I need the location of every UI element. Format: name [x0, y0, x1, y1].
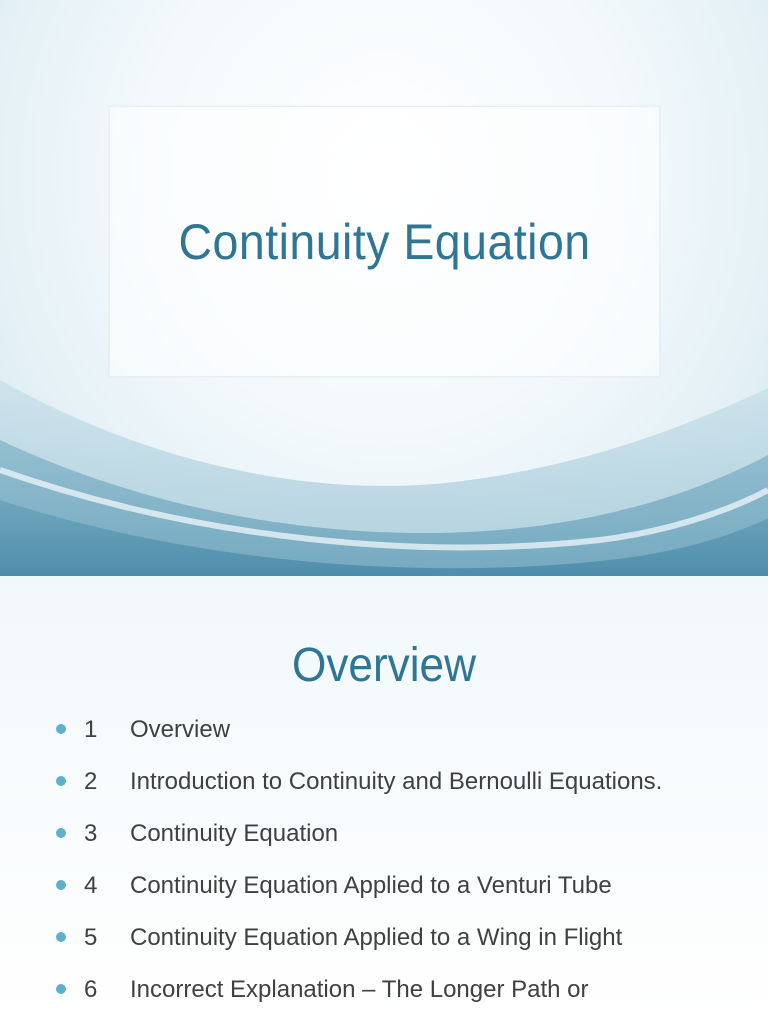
item-text: Continuity Equation Applied to a Wing in Flight: [130, 924, 623, 951]
item-text: Overview: [130, 716, 231, 743]
item-text: Continuity Equation: [130, 820, 339, 847]
bullet-dot-icon: [56, 828, 66, 838]
bullet-dot-icon: [56, 724, 66, 734]
item-text: Introduction to Continuity and Bernoulli Equations.: [130, 768, 663, 795]
item-text: Incorrect Explanation – The Longer Path or: [130, 976, 589, 1003]
overview-slide: [0, 576, 768, 1024]
title-placeholder: [109, 106, 660, 377]
item-number: 5: [84, 924, 98, 951]
list-item: [56, 714, 746, 745]
item-number: 1: [84, 716, 98, 743]
slide-title: Continuity Equation: [178, 213, 591, 270]
bullet-dot-icon: [56, 776, 66, 786]
list-item: [56, 818, 746, 849]
overview-list: [56, 714, 746, 1024]
item-number: 2: [84, 768, 98, 795]
item-number: 4: [84, 872, 98, 899]
overview-heading: Overview: [291, 639, 477, 692]
list-item: [56, 974, 746, 1005]
item-number: 3: [84, 820, 98, 847]
bullet-dot-icon: [56, 932, 66, 942]
bullet-dot-icon: [56, 880, 66, 890]
item-number: 6: [84, 976, 98, 1003]
item-text: Continuity Equation Applied to a Venturi Tube: [130, 872, 612, 899]
list-item: [56, 922, 746, 953]
list-item: [56, 766, 746, 797]
list-item: [56, 870, 746, 901]
bullet-dot-icon: [56, 984, 66, 994]
